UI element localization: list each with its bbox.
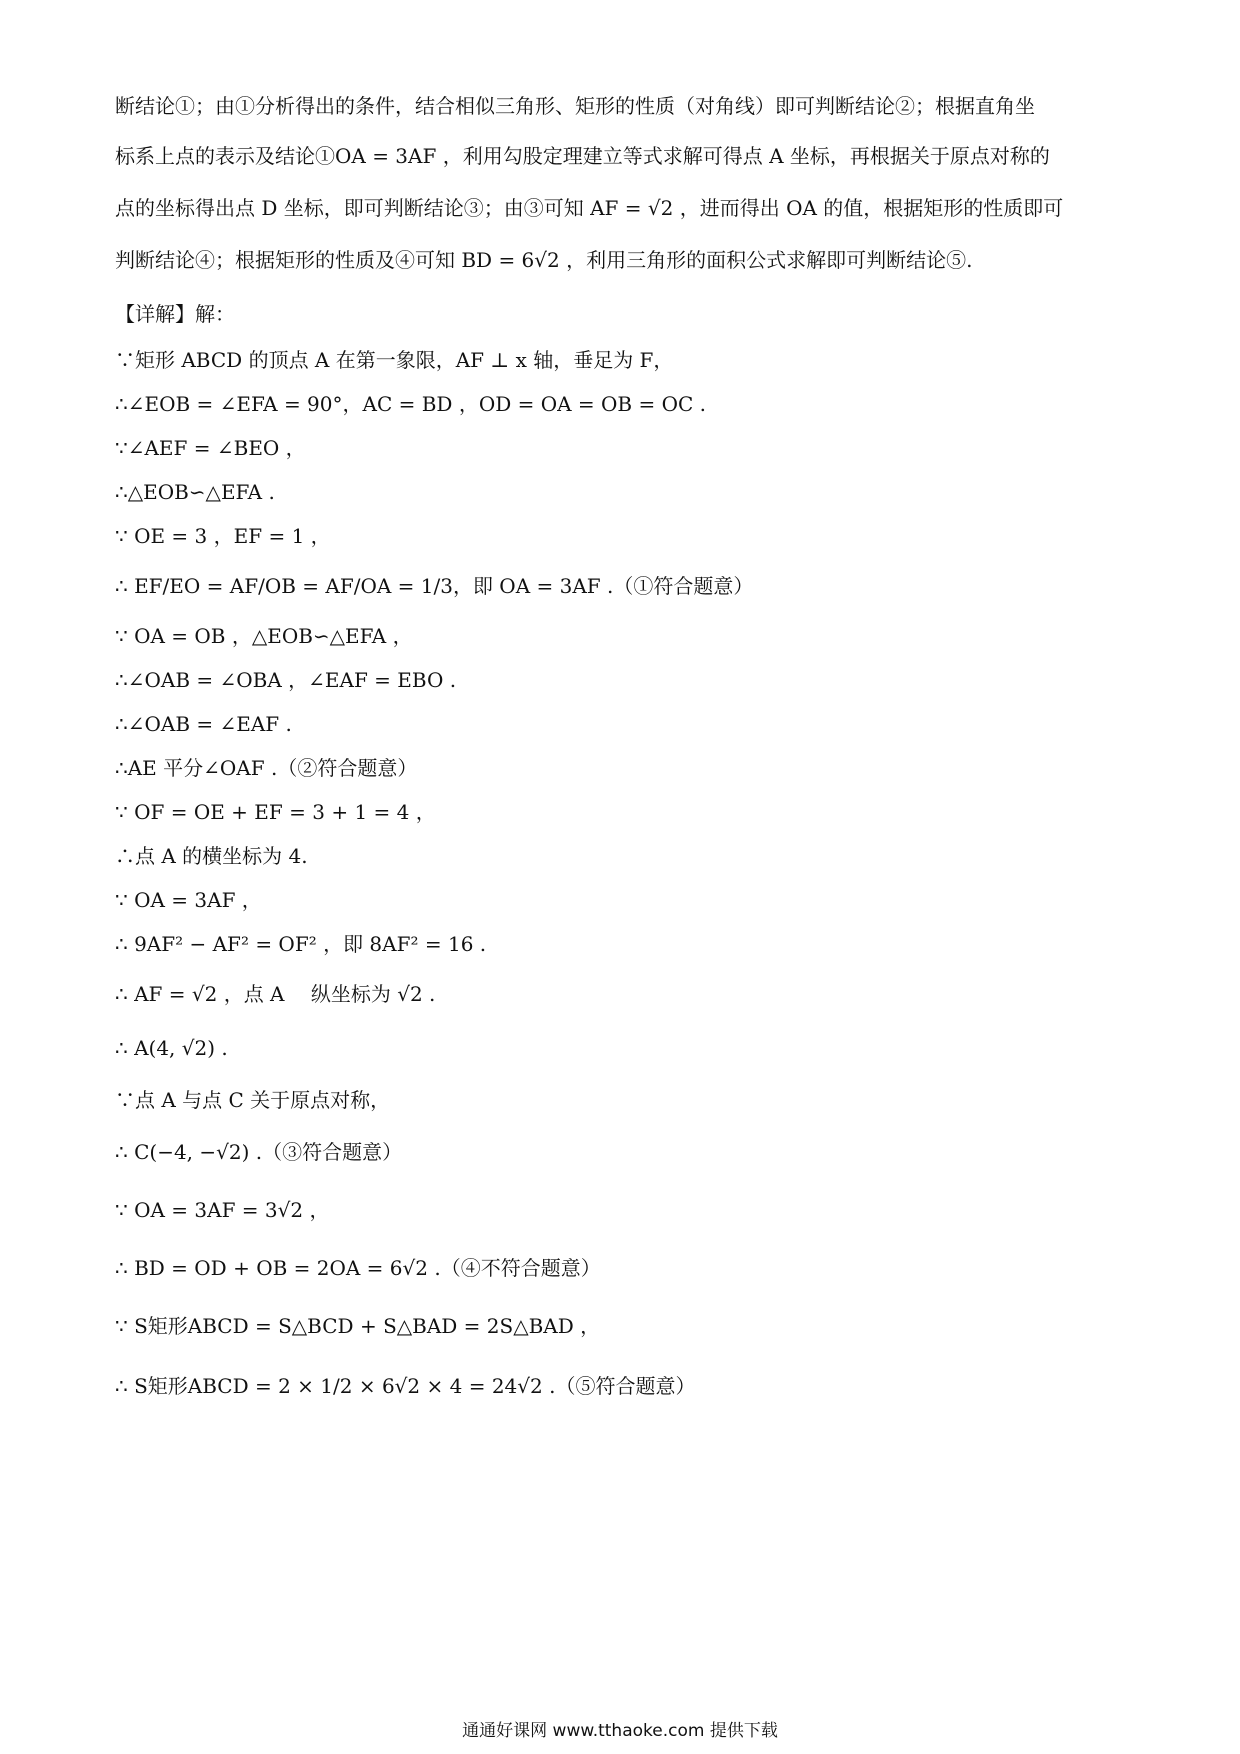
solution-step: ∴AE 平分∠OAF .（②符合题意） xyxy=(115,756,418,780)
analysis-line: 判断结论④；根据矩形的性质及④可知 BD = 6√2 ，利用三角形的面积公式求解即可判断结论⑤. xyxy=(115,248,973,272)
solution-step: ∵ OA = 3AF ， xyxy=(115,888,262,912)
solution-step: ∴∠EOB = ∠EFA = 90°，AC = BD ，OD = OA = OB = OC . xyxy=(115,392,707,416)
solution-step: ∵ OE = 3 ，EF = 1 ， xyxy=(115,524,331,548)
solution-step: ∵矩形 ABCD 的顶点 A 在第一象限，AF ⊥ x 轴，垂足为 F， xyxy=(115,348,674,372)
analysis-line: 点的坐标得出点 D 坐标，即可判断结论③；由③可知 AF = √2 ，进而得出 OA 的值，根据矩形的性质即可 xyxy=(115,196,1064,220)
solution-step: ∴ C(−4, −√2) .（③符合题意） xyxy=(115,1140,403,1164)
solution-step: ∴ 9AF² − AF² = OF² ，即 8AF² = 16 . xyxy=(115,932,487,956)
solution-step: ∴ EF/EO = AF/OB = AF/OA = 1/3，即 OA = 3AF .（①符合题意） xyxy=(115,574,754,598)
solution-step: ∴ A(4, √2) . xyxy=(115,1036,228,1060)
solution-step: ∵ OF = OE + EF = 3 + 1 = 4 ， xyxy=(115,800,436,824)
solution-step: ∴△EOB∽△EFA . xyxy=(115,480,275,504)
footer-watermark: 通通好课网 www.tthaoke.com 提供下载 xyxy=(462,1721,778,1741)
solution-step: ∵ OA = 3AF = 3√2 ， xyxy=(115,1198,330,1222)
solution-step: ∴∠OAB = ∠OBA ，∠EAF = EBO . xyxy=(115,668,457,692)
solution-step: ∵ S矩形ABCD = S△BCD + S△BAD = 2S△BAD ， xyxy=(115,1314,601,1338)
analysis-line: 标系上点的表示及结论①OA = 3AF ，利用勾股定理建立等式求解可得点 A 坐标，再根据关于原点对称的 xyxy=(115,144,1050,168)
solution-step: ∵点 A 与点 C 关于原点对称， xyxy=(115,1088,391,1112)
solution-step: ∵∠AEF = ∠BEO ， xyxy=(115,436,306,460)
solution-step: ∴ BD = OD + OB = 2OA = 6√2 .（④不符合题意） xyxy=(115,1256,601,1280)
solution-step: ∴∠OAB = ∠EAF . xyxy=(115,712,292,736)
solution-step: ∴ AF = √2 ，点 A 纵坐标为 √2 . xyxy=(115,982,436,1006)
solution-step: ∵ OA = OB ，△EOB∽△EFA ， xyxy=(115,624,413,648)
analysis-line: 断结论①；由①分析得出的条件，结合相似三角形、矩形的性质（对角线）即可判断结论②；根据直角坐 xyxy=(115,94,1035,118)
solution-step: ∴点 A 的横坐标为 4. xyxy=(115,844,308,868)
solution-heading: 【详解】解： xyxy=(115,302,235,326)
solution-step: ∴ S矩形ABCD = 2 × 1/2 × 6√2 × 4 = 24√2 .（⑤符合题意） xyxy=(115,1374,696,1398)
